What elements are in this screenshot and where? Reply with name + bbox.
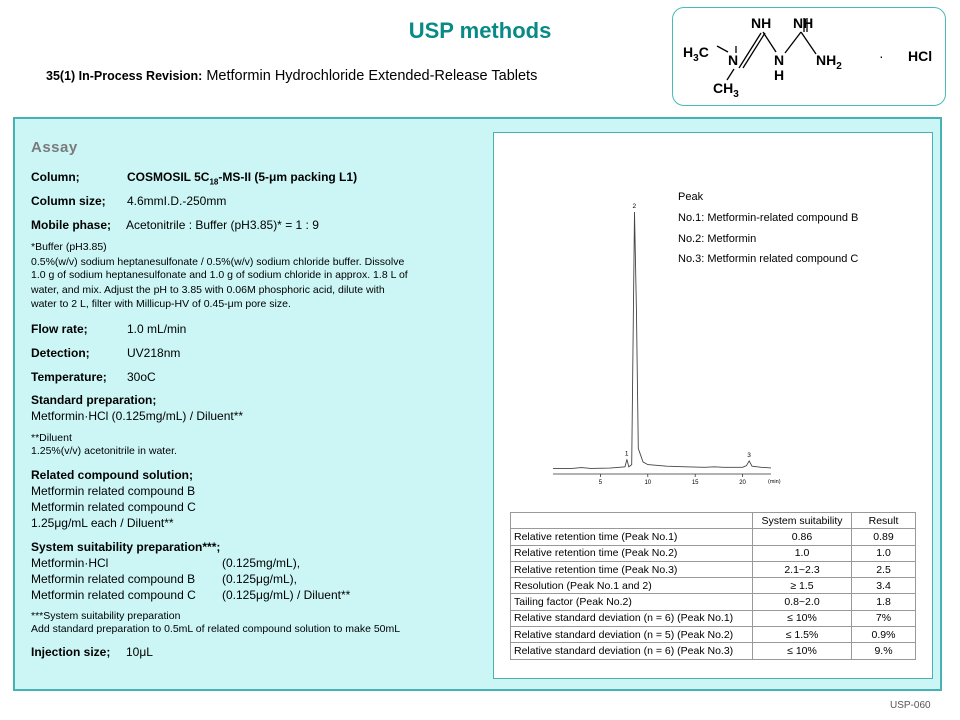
table-row (511, 627, 916, 643)
table-cell: 1.0 (753, 545, 852, 561)
table-header-cell: System suitability (753, 513, 852, 529)
table-cell: 2.1~2.3 (753, 561, 852, 577)
temperature-value: 30oC (127, 370, 156, 384)
buffer-note-line: 0.5%(w/v) sodium heptanesulfonate / 0.5%(w/v) sodium chloride buffer. Dissolve (31, 256, 405, 268)
x-tick-label: 15 (691, 480, 699, 486)
flow-rate-label: Flow rate; (31, 322, 88, 336)
sys-note-title: ***System suitability preparation (31, 610, 181, 622)
table-cell: 2.5 (852, 561, 916, 577)
table-cell: 0.8~2.0 (753, 594, 852, 610)
table-row (511, 578, 916, 594)
peak-legend-item: No.2: Metformin (678, 233, 757, 245)
page-title: USP methods (408, 18, 552, 43)
diluent-note-title: **Diluent (31, 432, 72, 444)
struct-nh2: $NH_2$ (816, 52, 842, 72)
metformin-structure-diagram (673, 8, 945, 105)
detection-label: Detection; (31, 346, 90, 360)
injection-size-value: 10μL (126, 645, 153, 659)
diluent-note-line: 1.25%(v/v) acetonitrile in water. (31, 445, 177, 457)
buffer-note-line: water, and mix. Adjust the pH to 3.85 with 0.06M phosphoric acid, dilute with (31, 284, 385, 296)
peak-label: 3 (747, 451, 751, 459)
x-axis-label: (min) (768, 479, 781, 485)
table-cell: 9.% (852, 643, 916, 659)
struct-n-mid: N (728, 52, 739, 68)
mobile-phase-label: Mobile phase; (31, 218, 112, 232)
column-value: COSMOSIL $5C_{18}-MS-II$ (5-μm packing L1) (127, 170, 358, 187)
table-row (511, 561, 916, 577)
sys-prep-conc: (0.125μg/mL), (222, 572, 297, 586)
page-subtitle (46, 68, 537, 84)
chemical-structure-box (672, 7, 946, 106)
peak-legend-item: No.3: Metformin related compound C (678, 253, 859, 265)
related-compound-line: Metformin related compound C (31, 500, 196, 514)
table-cell: 0.89 (852, 529, 916, 545)
table-cell: Relative retention time (Peak No.1) (511, 529, 753, 545)
temperature-label: Temperature; (31, 370, 107, 384)
struct-dot: · (879, 48, 884, 64)
table-header-cell (511, 513, 753, 529)
struct-nh-left: NH (751, 15, 772, 31)
related-compound-label: Related compound solution; (31, 468, 193, 482)
sys-prep-conc: (0.125mg/mL), (222, 556, 301, 570)
table-cell: Tailing factor (Peak No.2) (511, 594, 753, 610)
table-cell: ≥ 1.5 (753, 578, 852, 594)
table-row (511, 643, 916, 659)
buffer-note-line: water to 2 L, filter with Millicup-HV of 0.45-μm pore size. (31, 298, 291, 310)
table-cell: 3.4 (852, 578, 916, 594)
table-row (511, 610, 916, 626)
table-cell: 7% (852, 610, 916, 626)
x-tick-label: 5 (598, 480, 603, 486)
struct-h3c: $H_3C$ (683, 44, 709, 64)
table-cell: 1.8 (852, 594, 916, 610)
column-size-value: 4.6mmI.D.-250mm (127, 194, 227, 208)
detection-value: UV218nm (127, 346, 181, 360)
struct-ch3: $CH_3$ (713, 80, 739, 100)
table-cell: Relative standard deviation (n = 6) (Peak No.3) (511, 643, 753, 659)
flow-rate-value: 1.0 mL/min (127, 322, 187, 336)
system-suitability-prep-label: System suitability preparation***; (31, 540, 221, 554)
results-table (510, 512, 916, 660)
table-cell: Relative retention time (Peak No.3) (511, 561, 753, 577)
table-cell: Resolution (Peak No.1 and 2) (511, 578, 753, 594)
table-cell: 0.86 (753, 529, 852, 545)
table-cell: Relative standard deviation (n = 6) (Peak No.1) (511, 610, 753, 626)
struct-nh-right: NH (793, 15, 814, 31)
table-row (511, 529, 916, 545)
related-compound-line: 1.25μg/mL each / Diluent** (31, 516, 174, 530)
sys-prep-name: Metformin related compound B (31, 572, 196, 586)
struct-n-right: N (774, 52, 785, 68)
subtitle-main: Metformin Hydrochloride Extended-Release Tablets (206, 68, 538, 84)
buffer-note-title: *Buffer (pH3.85) (31, 241, 107, 253)
struct-h: H (774, 67, 785, 83)
table-cell: Relative retention time (Peak No.2) (511, 545, 753, 561)
mobile-phase-value: Acetonitrile : Buffer (pH3.85)* = 1 : 9 (126, 218, 319, 232)
peak-legend-title: Peak (678, 191, 704, 203)
injection-size-label: Injection size; (31, 645, 111, 659)
sys-prep-name: Metformin related compound C (31, 588, 196, 602)
table-header-cell: Result (852, 513, 916, 529)
struct-hcl: HCl (908, 48, 933, 64)
peak-label: 1 (624, 450, 629, 458)
peak-label: 2 (632, 203, 637, 210)
table-header-row (511, 513, 916, 529)
sys-prep-name: Metformin·HCl (31, 556, 109, 570)
table-cell: ≤ 1.5% (753, 627, 852, 643)
sys-prep-conc: (0.125μg/mL) / Diluent** (222, 588, 351, 602)
sys-note-line: Add standard preparation to 0.5mL of related compound solution to make 50mL (31, 623, 401, 635)
standard-prep-label: Standard preparation; (31, 393, 157, 407)
table-row (511, 545, 916, 561)
table-cell: 0.9% (852, 627, 916, 643)
x-tick-label: 20 (739, 480, 746, 486)
subtitle-prefix: 35(1) In-Process Revision: (46, 69, 203, 83)
buffer-note-line: 1.0 g of sodium heptanesulfonate and 1.0 g of sodium chloride in approx. 1.8 L of (31, 269, 408, 281)
related-compound-line: Metformin related compound B (31, 484, 196, 498)
peak-legend-item: No.1: Metformin-related compound B (678, 212, 859, 224)
table-row (511, 594, 916, 610)
table-cell: 1.0 (852, 545, 916, 561)
table-cell: Relative standard deviation (n = 5) (Peak No.2) (511, 627, 753, 643)
assay-heading: Assay (31, 139, 78, 156)
column-size-label: Column size; (31, 194, 106, 208)
table-cell: ≤ 10% (753, 610, 852, 626)
page-code: USP-060 (890, 700, 931, 711)
table-cell: ≤ 10% (753, 643, 852, 659)
standard-prep-value: Metformin·HCl (0.125mg/mL) / Diluent** (31, 409, 244, 423)
column-label: Column; (31, 170, 80, 184)
x-tick-label: 10 (644, 480, 652, 486)
